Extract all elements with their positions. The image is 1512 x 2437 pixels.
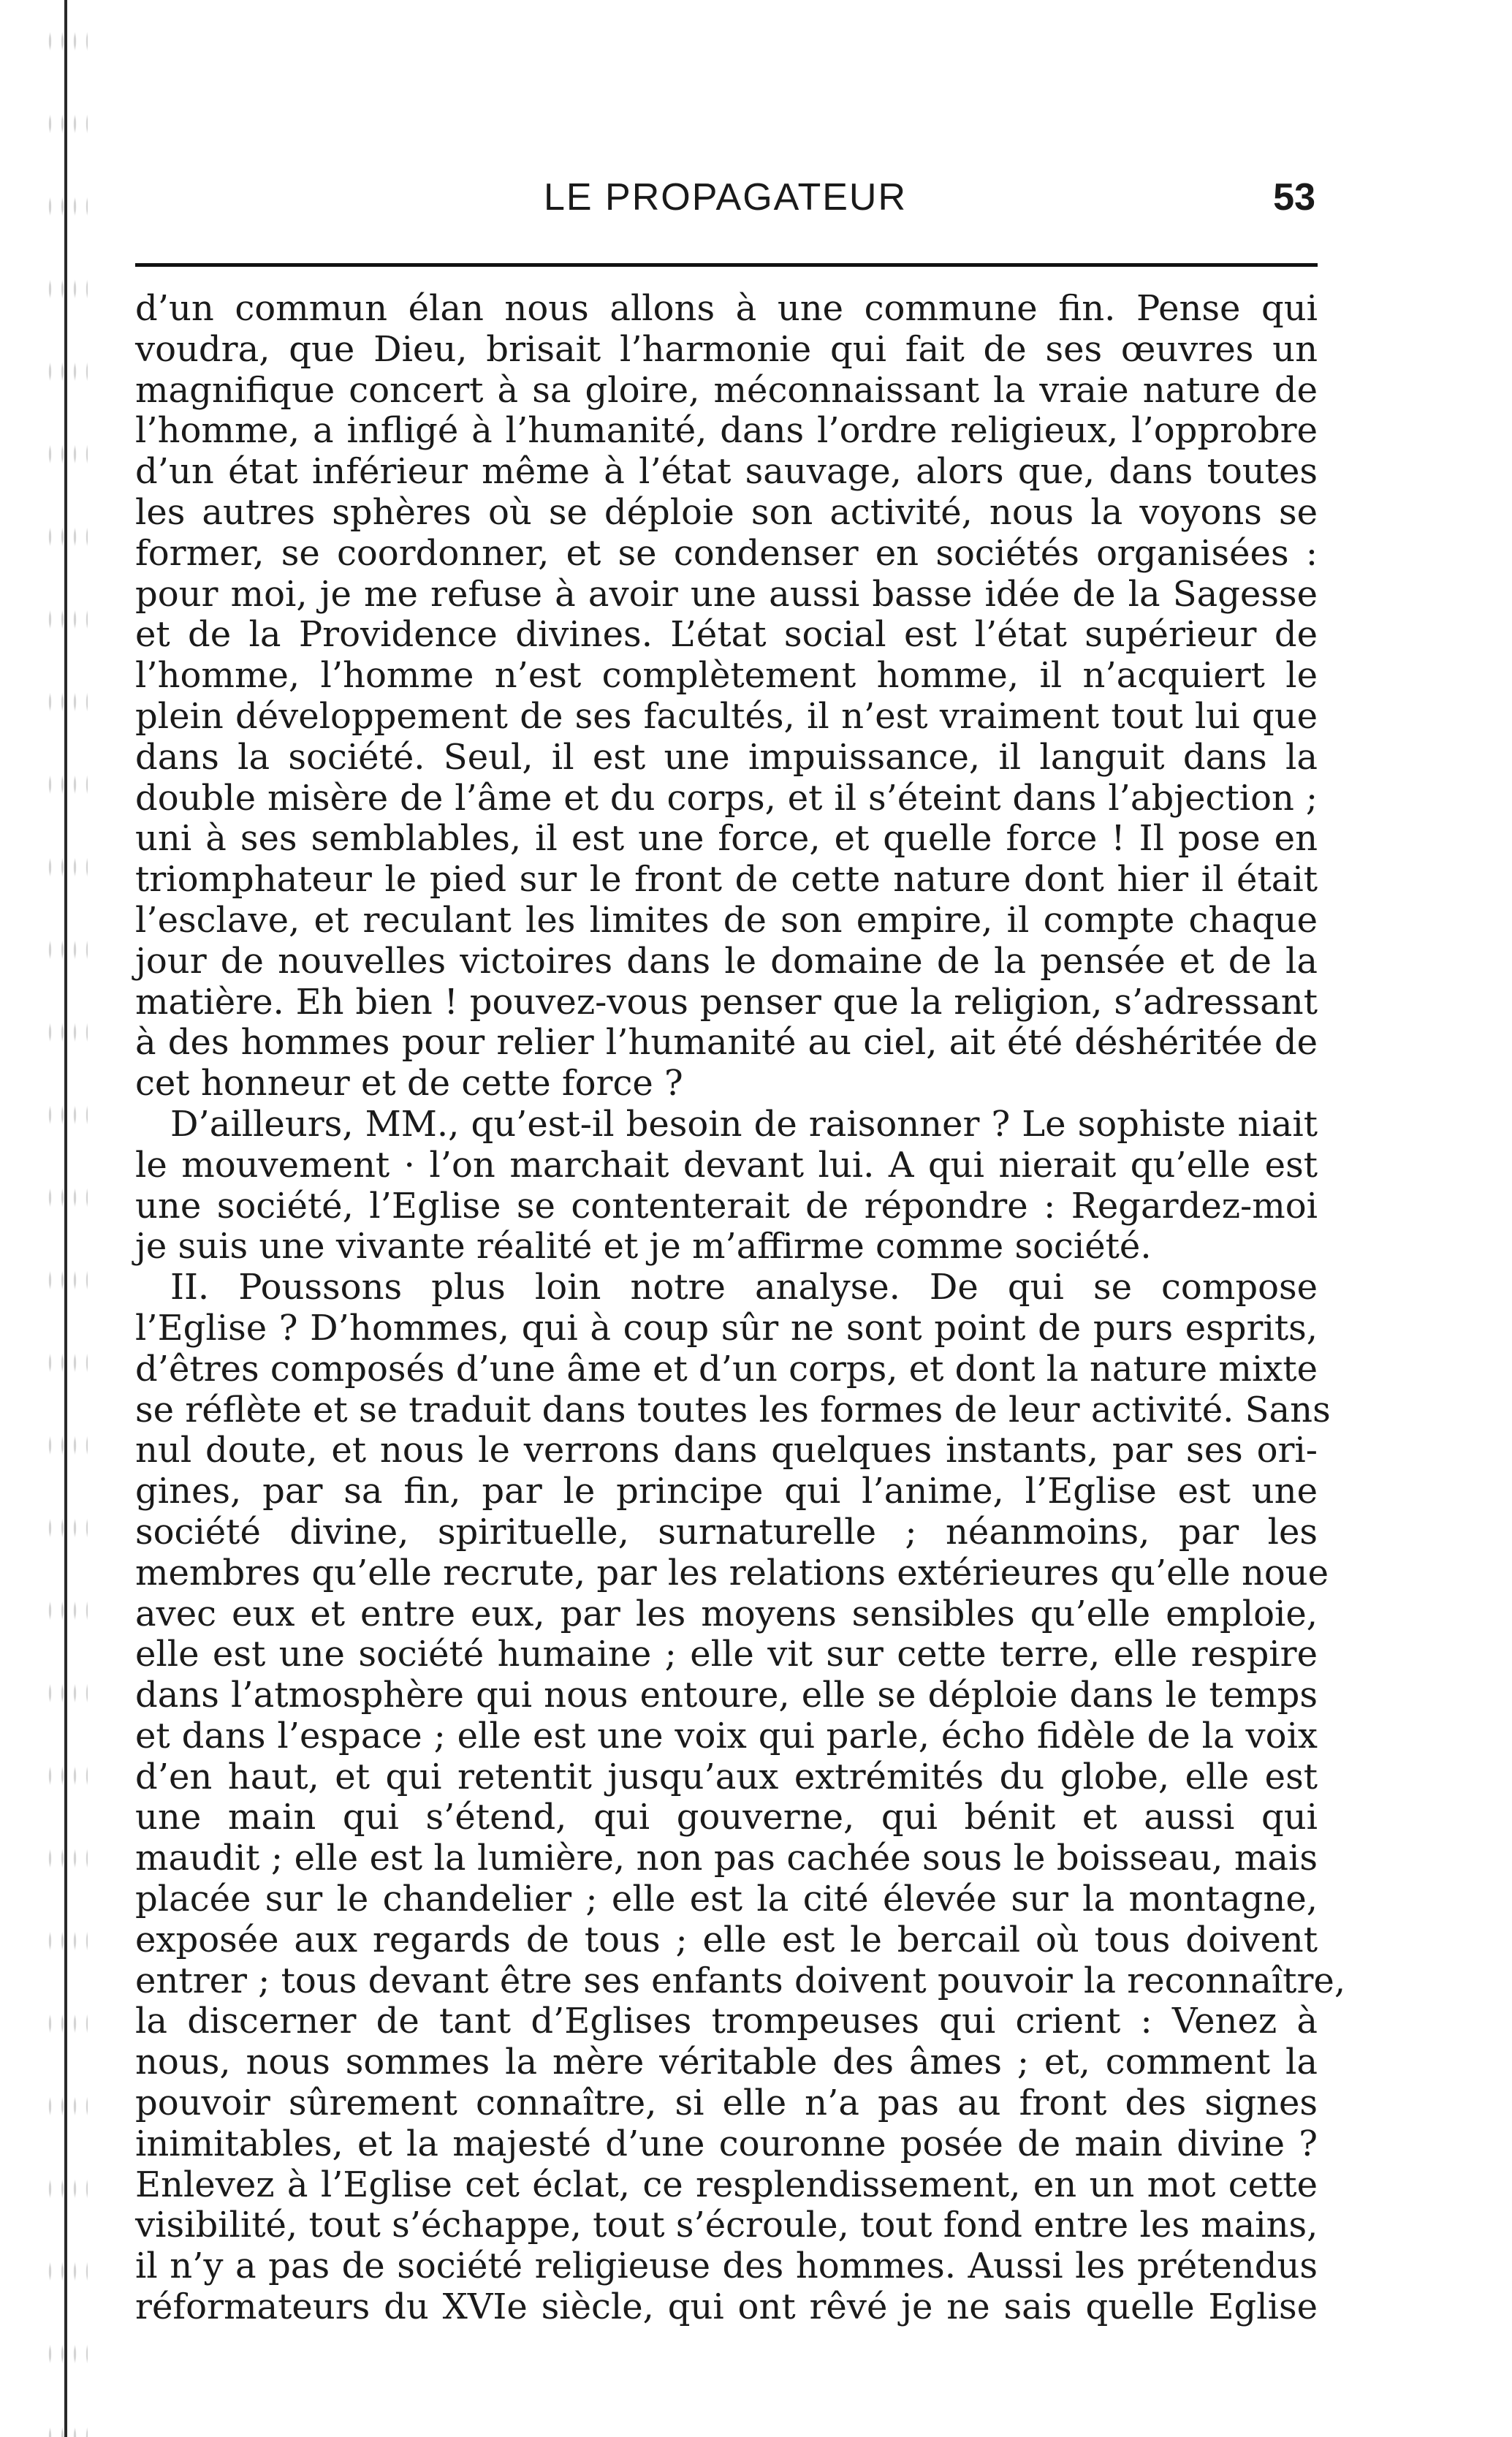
page-number: 53 [1273,176,1315,219]
text-line: uni à ses semblables, il est une force, et quelle force ! Il pose en [135,818,1318,860]
text-line: entrer ; tous devant être ses enfants doivent pouvoir la reconnaître, [135,1960,1346,2001]
text-line: une main qui s’étend, qui gouverne, qui bénit et aussi qui [135,1797,1318,1838]
paragraph-end-line: cet honneur et de cette force ? [135,1063,683,1104]
paragraph-start-line: D’ailleurs, MM., qu’est-il besoin de raisonner ? Le sophiste niait [170,1103,1318,1145]
text-line: d’un commun élan nous allons à une commune fin. Pense qui [135,288,1318,329]
page-header [135,175,1315,227]
text-line: double misère de l’âme et du corps, et il s’éteint dans l’abjection ; [135,777,1318,819]
text-line: se réflète et se traduit dans toutes les formes de leur activité. Sans [135,1389,1331,1430]
text-line: triomphateur le pied sur le front de cette nature dont hier il était [135,859,1318,901]
text-line: l’esclave, et reculant les limites de son empire, il compte chaque [135,899,1318,941]
paragraph-start-line: II. Poussons plus loin notre analyse. De qui se compose [170,1267,1318,1308]
text-line: former, se coordonner, et se condenser en sociétés organisées : [135,532,1318,574]
text-line: il n’y a pas de société religieuse des hommes. Aussi les prétendus [135,2245,1318,2287]
text-line: dans l’atmosphère qui nous entoure, elle se déploie dans le temps [135,1675,1318,1716]
text-line: l’homme, a infligé à l’humanité, dans l’ordre religieux, l’opprobre [135,410,1318,452]
text-line: exposée aux regards de tous ; elle est le bercail où tous doivent [135,1919,1318,1960]
text-line: placée sur le chandelier ; elle est la cité élevée sur la montagne, [135,1879,1318,1920]
text-line: maudit ; elle est la lumière, non pas cachée sous le boisseau, mais [135,1838,1318,1879]
text-line: gines, par sa fin, par le principe qui l’anime, l’Eglise est une [135,1471,1318,1512]
text-line: une société, l’Eglise se contenterait de répondre : Regardez-moi [135,1185,1318,1227]
text-line: nous, nous sommes la mère véritable des âmes ; et, comment la [135,2042,1318,2083]
text-line: le mouvement · l’on marchait devant lui. A qui nierait qu’elle est [135,1144,1318,1186]
text-line: visibilité, tout s’échappe, tout s’écroule, tout fond entre les mains, [135,2205,1318,2246]
text-line: la discerner de tant d’Eglises trompeuses qui crient : Venez à [135,2001,1318,2042]
scan-noise [44,0,88,2437]
text-line: pour moi, je me refuse à avoir une aussi basse idée de la Sagesse [135,573,1318,615]
running-title: LE PROPAGATEUR [543,176,908,219]
text-line: plein développement de ses facultés, il n’est vraiment tout lui que [135,695,1318,737]
text-line: matière. Eh bien ! pouvez-vous penser que la religion, s’adressant [135,981,1318,1023]
paragraph-end-line: je suis une vivante réalité et je m’affirme comme société. [135,1226,1152,1267]
text-line: et dans l’espace ; elle est une voix qui parle, écho fidèle de la voix [135,1715,1318,1756]
text-line: société divine, spirituelle, surnaturelle ; néanmoins, par les [135,1511,1318,1553]
text-line: les autres sphères où se déploie son activité, nous la voyons se [135,491,1318,533]
text-line: d’êtres composés d’une âme et d’un corps, et dont la nature mixte [135,1348,1318,1390]
text-line: elle est une société humaine ; elle vit sur cette terre, elle respire [135,1634,1318,1675]
text-line: jour de nouvelles victoires dans le domaine de la pensée et de la [135,940,1318,982]
header-rule [135,263,1318,267]
text-line: d’un état inférieur même à l’état sauvage, alors que, dans toutes [135,451,1318,493]
text-line: l’homme, l’homme n’est complètement homme, il n’acquiert le [135,655,1318,697]
text-line: et de la Providence divines. L’état social est l’état supérieur de [135,614,1318,656]
text-line: magnifique concert à sa gloire, méconnaissant la vraie nature de [135,369,1318,411]
text-line: réformateurs du XVIe siècle, qui ont rêvé je ne sais quelle Eglise [135,2286,1318,2328]
text-line: membres qu’elle recrute, par les relations extérieures qu’elle noue [135,1552,1329,1593]
text-line: dans la société. Seul, il est une impuissance, il languit dans la [135,736,1318,778]
text-line: voudra, que Dieu, brisait l’harmonie qui fait de ses œuvres un [135,328,1318,370]
text-line: pouvoir sûrement connaître, si elle n’a pas au front des signes [135,2082,1318,2124]
text-line: Enlevez à l’Eglise cet éclat, ce resplendissement, en un mot cette [135,2164,1318,2205]
text-line: nul doute, et nous le verrons dans quelques instants, par ses ori- [135,1430,1318,1471]
text-line: à des hommes pour relier l’humanité au ciel, ait été déshéritée de [135,1022,1318,1064]
text-line: avec eux et entre eux, par les moyens sensibles qu’elle emploie, [135,1593,1318,1634]
body-text [135,288,1346,2328]
text-line: inimitables, et la majesté d’une couronne posée de main divine ? [135,2123,1318,2164]
text-line: d’en haut, et qui retentit jusqu’aux extrémités du globe, elle est [135,1756,1318,1797]
text-line: l’Eglise ? D’hommes, qui à coup sûr ne sont point de purs esprits, [135,1307,1318,1349]
